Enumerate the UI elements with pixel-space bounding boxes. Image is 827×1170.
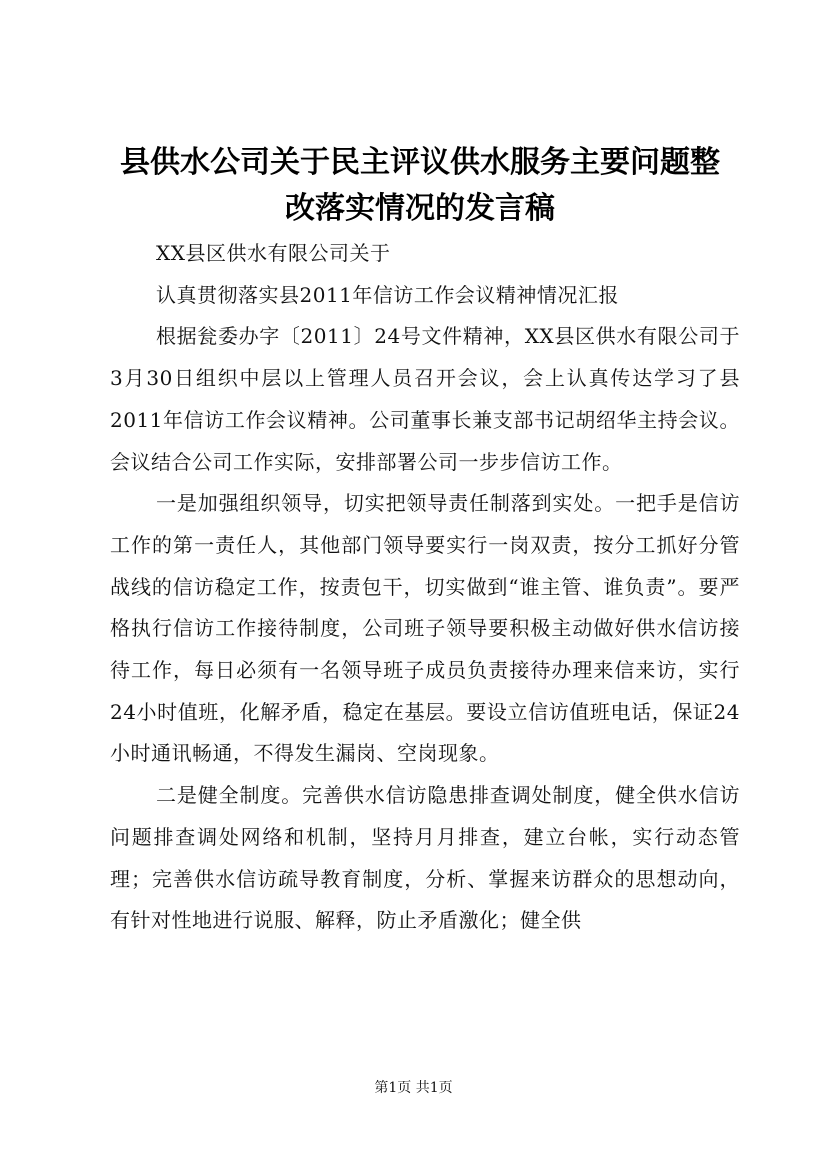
title-line-1: 县供水公司关于民主评议供水服务主要问题整 — [120, 145, 720, 180]
paragraph-point-one: 一是加强组织领导，切实把领导责任制落到实处。一把手是信访工作的第一责任人，其他部门领导要实行一岗双责，按分工抓好分管战线的信访稳定工作，按责包干，切实做到“谁主管、谁负责”。要严格执行信访工作接待制度，公司班子领导要积极主动做好供水信访接待工作，每日必须有一名领导班子成员负责接待办理来信来访，实行24小时值班，化解矛盾，稳定在基层。要设立信访值班电话，保证24小时通讯畅通，不得发生漏岗、空岗现象。 — [110, 491, 740, 766]
page-footer: 第1页 共1页 — [374, 1080, 453, 1096]
page-title — [100, 140, 740, 232]
document-body — [110, 233, 740, 942]
paragraph-report-title: 认真贯彻落实县2011年信访工作会议精神情况汇报 — [156, 282, 619, 307]
paragraph-intro: 根据瓮委办字〔2011〕24号文件精神，XX县区供水有限公司于3月30日组织中层以上管理人员召开会议，会上认真传达学习了县2011年信访工作会议精神。公司董事长兼支部书记胡绍华主持会议。会议结合公司工作实际，安排部署公司一步步信访工作。 — [110, 324, 740, 474]
paragraph-point-two: 二是健全制度。完善供水信访隐患排查调处制度，健全供水信访问题排查调处网络和机制，坚持月月排查，建立台帐，实行动态管理；完善供水信访疏导教育制度，分析、掌握来访群众的思想动向，有针对性地进行说服、解释，防止矛盾激化；健全供 — [110, 783, 740, 933]
paragraph-org-name: XX县区供水有限公司关于 — [156, 241, 391, 265]
title-line-2: 改落实情况的发言稿 — [285, 191, 555, 226]
